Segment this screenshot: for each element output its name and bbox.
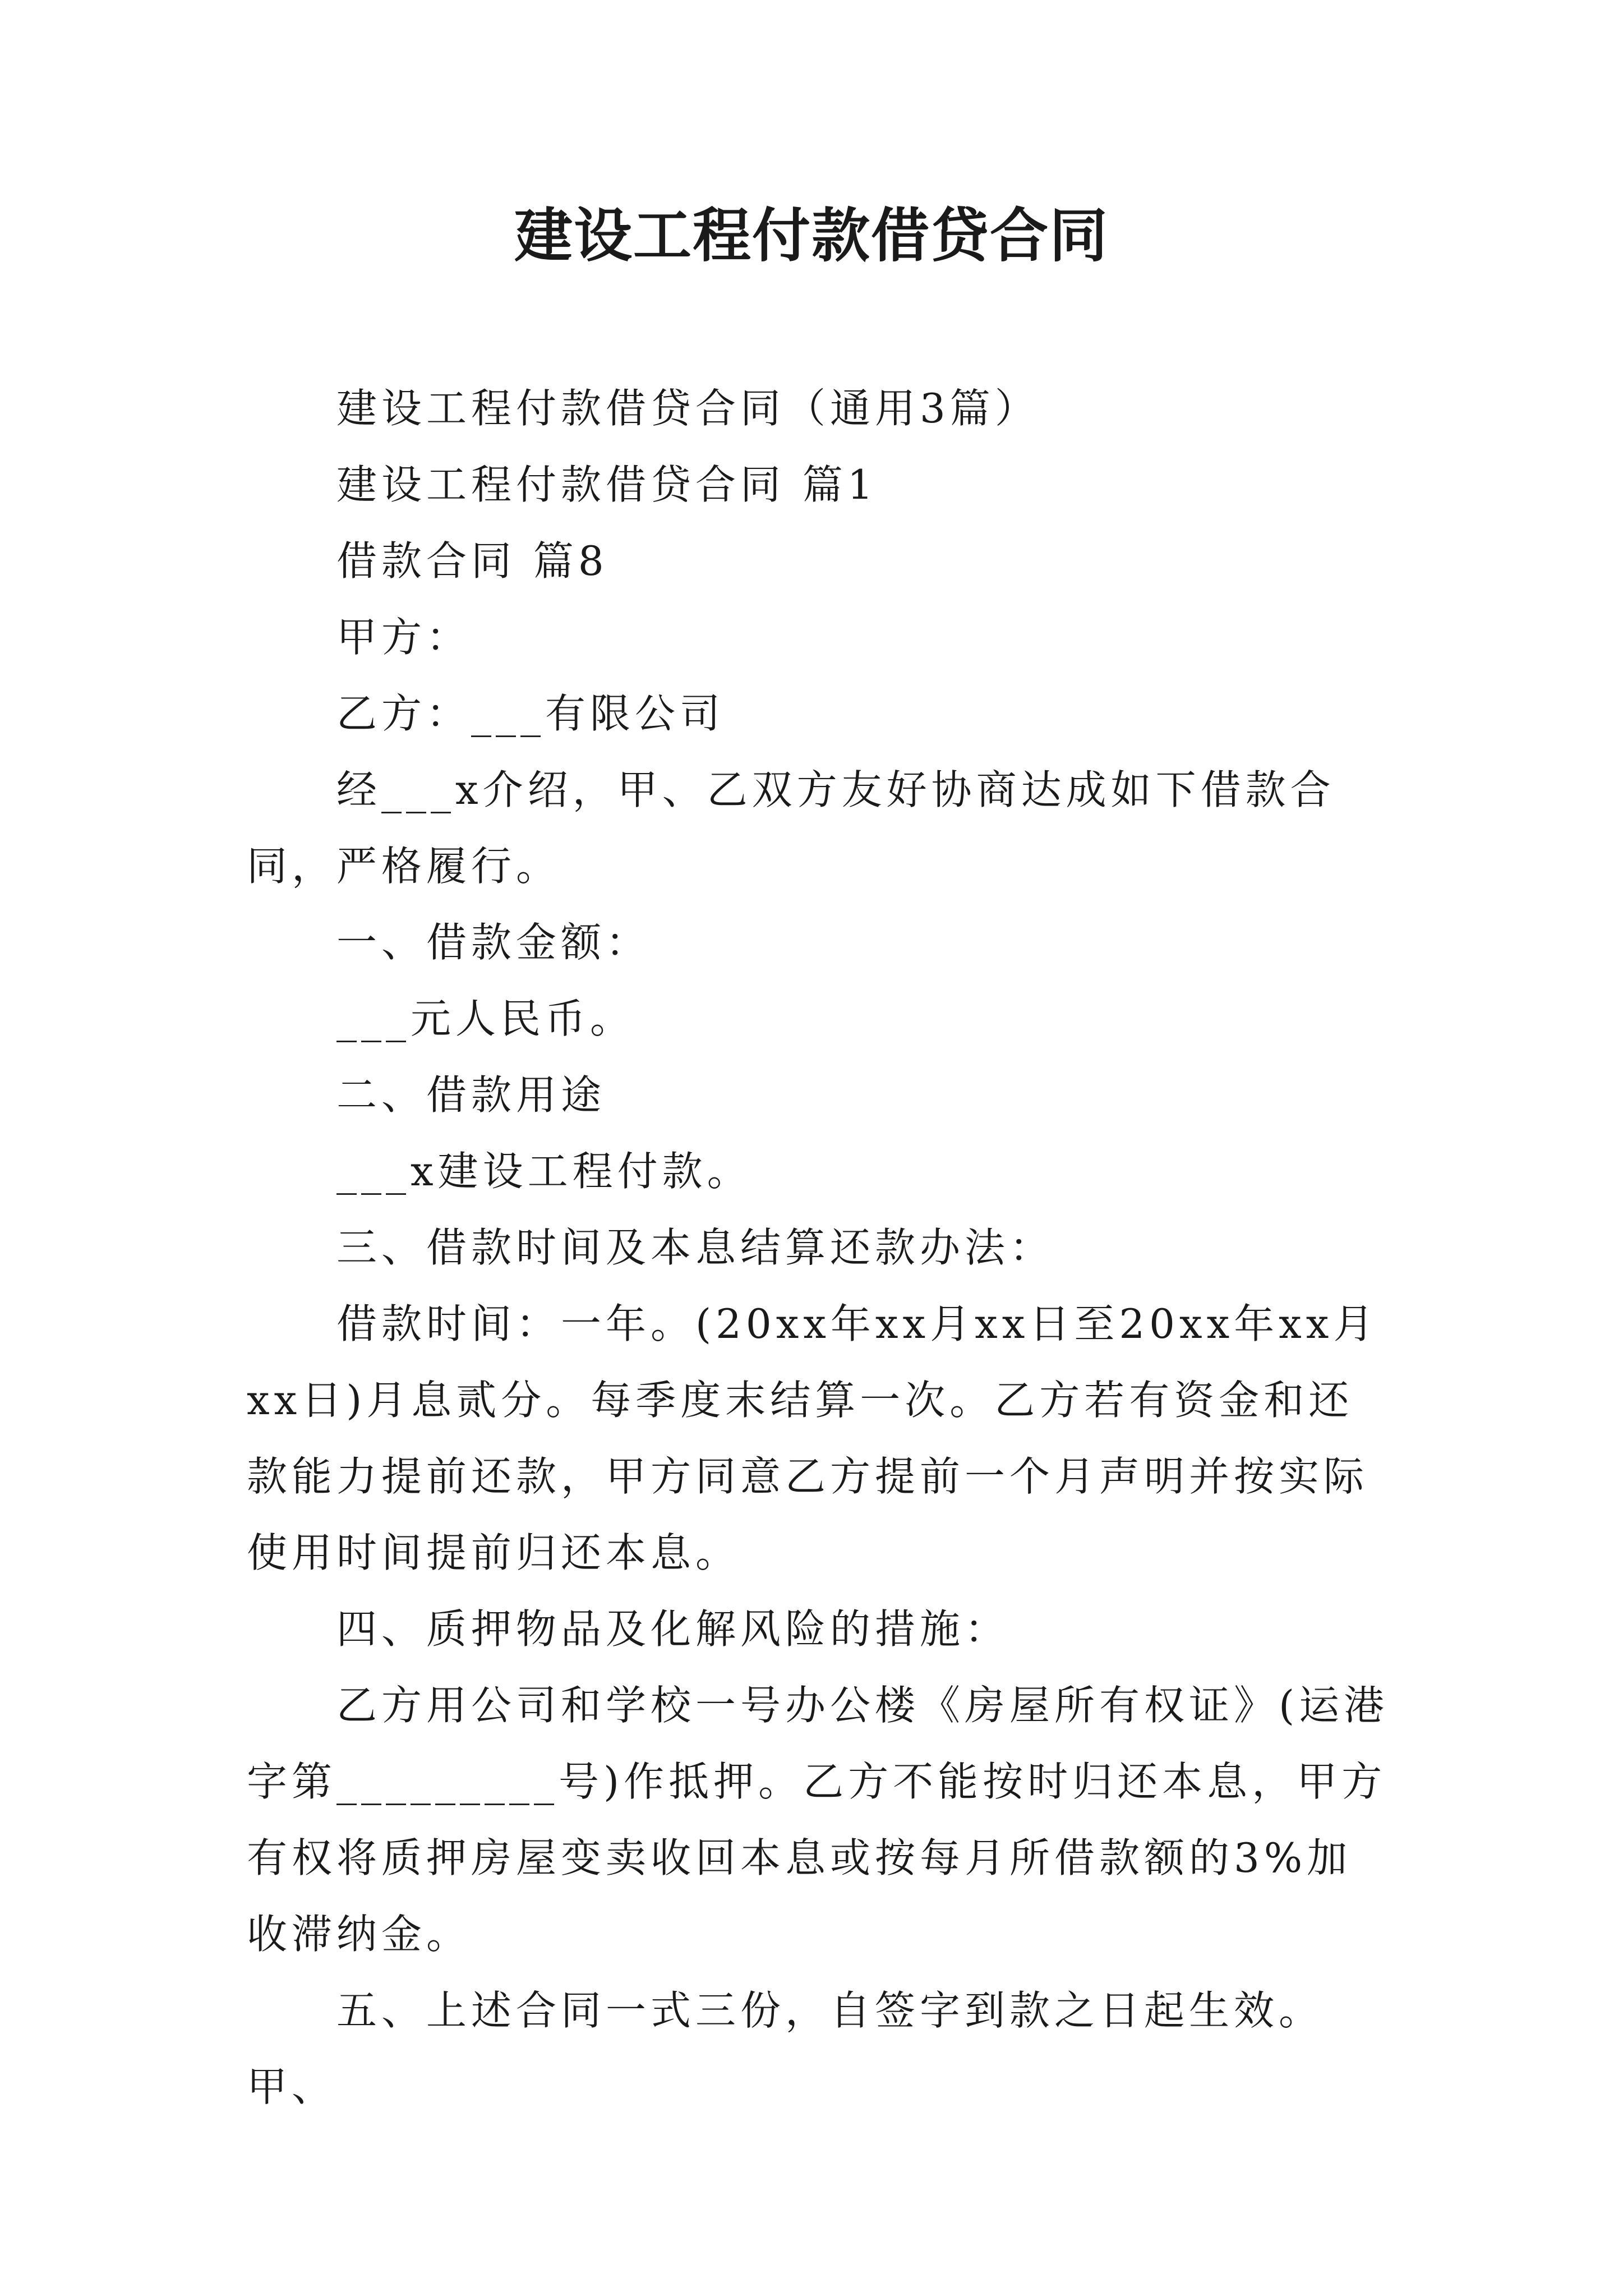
paragraph-clause-2-heading: 二、借款用途 xyxy=(336,1071,606,1119)
paragraph-clause-4-body: 乙方用公司和学校一号办公楼《房屋所有权证》(运港字第_________号)作抵押。乙方不能按时归还本息，甲方有权将质押房屋变卖收回本息或按每月所借款额的3%加收滞纳金。 xyxy=(247,1682,1389,1958)
paragraph-subtitle: 建设工程付款借贷合同（通用3篇） xyxy=(336,385,1040,432)
document-title: 建设工程付款借贷合同 xyxy=(514,201,1109,270)
paragraph-clause-5: 五、上述合同一式三份，自签字到款之日起生效。甲、 xyxy=(247,1987,1324,2110)
paragraph-clause-4-heading: 四、质押物品及化解风险的措施： xyxy=(336,1605,1010,1653)
paragraph-clause-1-body: ___元人民币。 xyxy=(336,995,635,1042)
paragraph-section-heading: 建设工程付款借贷合同 篇1 xyxy=(336,461,878,508)
paragraph-party-a: 甲方： xyxy=(336,614,472,661)
paragraph-introduction: 经___x介绍，甲、乙双方友好协商达成如下借款合同，严格履行。 xyxy=(247,766,1335,890)
paragraph-clause-2-body: ___x建设工程付款。 xyxy=(336,1148,752,1195)
document-body xyxy=(247,370,1391,2125)
paragraph-contract-heading: 借款合同 篇8 xyxy=(336,537,608,585)
paragraph-clause-3-body: 借款时间：一年。(20xx年xx月xx日至20xx年xx月xx日)月息贰分。每季度末结算一次。乙方若有资金和还款能力提前还款，甲方同意乙方提前一个月声明并按实际使用时间提前归还本息。 xyxy=(247,1300,1378,1576)
paragraph-clause-3-heading: 三、借款时间及本息结算还款办法： xyxy=(336,1224,1055,1271)
paragraph-clause-1-heading: 一、借款金额： xyxy=(336,919,651,966)
paragraph-party-b: 乙方：___有限公司 xyxy=(336,690,725,737)
